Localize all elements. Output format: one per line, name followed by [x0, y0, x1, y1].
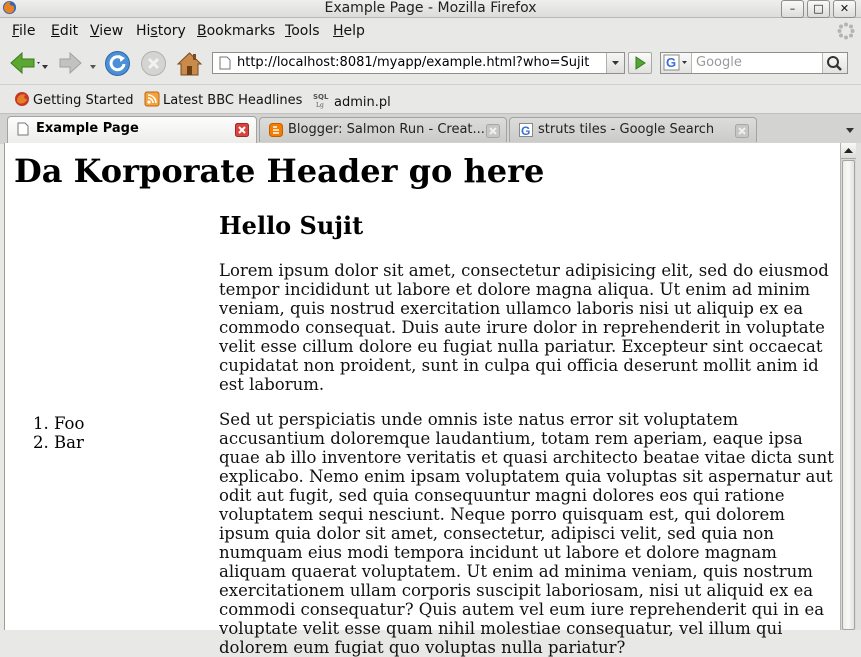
back-button[interactable] — [8, 50, 40, 80]
greeting-heading: Hello Sujit — [219, 211, 364, 240]
tab-struts-tiles-search[interactable] — [509, 117, 757, 142]
search-button[interactable] — [822, 53, 847, 73]
bookmark-admin-pl[interactable]: SQL Lg admin.pl — [313, 93, 391, 110]
search-engine-selector[interactable] — [661, 53, 692, 73]
go-arrow-icon — [629, 53, 651, 73]
bookmark-bbc-headlines[interactable]: Latest BBC Headlines — [144, 91, 302, 108]
bookmark-getting-started[interactable]: Getting Started — [14, 91, 134, 108]
throbber-icon — [837, 22, 855, 44]
close-tab-icon[interactable] — [235, 123, 249, 141]
search-placeholder: Google — [696, 55, 742, 70]
forward-history-dropdown-icon[interactable] — [89, 59, 97, 74]
svg-text:Lg: Lg — [316, 102, 324, 109]
tab-example-page[interactable] — [7, 116, 257, 143]
go-button[interactable] — [628, 52, 652, 74]
reload-icon — [104, 50, 131, 77]
menu-history[interactable]: History — [136, 23, 186, 39]
close-window-button[interactable]: ✕ — [833, 0, 856, 18]
close-tab-icon[interactable] — [486, 124, 500, 142]
close-tab-icon[interactable] — [735, 124, 749, 142]
back-arrow-icon — [8, 50, 40, 76]
forward-arrow-icon — [58, 50, 84, 76]
tab-blogger-salmon-run[interactable] — [259, 117, 507, 142]
tab-label: struts tiles - Google Search — [538, 122, 715, 137]
window-right-edge — [856, 143, 861, 630]
magnifier-icon — [823, 53, 847, 73]
tab-strip — [0, 113, 861, 144]
menu-edit[interactable]: Edit — [51, 23, 79, 39]
rss-feed-icon — [144, 91, 160, 107]
stop-button[interactable] — [140, 50, 167, 81]
svg-text:SQL: SQL — [313, 93, 329, 101]
paragraph-sed-ut: Sed ut perspiciatis unde omnis iste natus error sit voluptatem accusantium doloremque laudantium, totam rem aperiam, eaque ipsa quae ab illo inventore veritatis et quasi architecto beatae vitae dicta sunt explicabo. Nemo enim ipsam voluptatem quia voluptas sit aspernatur aut odit aut fugit, sed quia consequuntur magni dolores eos qui ratione voluptatem sequi nesciunt. Neque porro quisquam est, qui dolorem ipsum quia dolor sit amet, consectetur, adipisci velit, sed quia non numquam eius modi tempora incidunt ut labore et dolore magnam aliquam quaerat voluptatem. Ut enim ad minima veniam, quis nostrum exercitationem ullam corporis suscipit laboriosam, nisi ut aliquid ex ea commodi consequatur? Quis autem vel eum iure reprehenderit qui in ea voluptate velit esse quam nihil molestiae consequatur, vel illum qui dolorem eum fugiat quo voluptas nulla pariatur? — [219, 410, 834, 657]
svg-text:G: G — [521, 124, 531, 138]
scrollbar-thumb[interactable] — [842, 160, 855, 630]
list-item: 1. Foo — [33, 414, 85, 433]
scroll-up-arrow-icon[interactable] — [841, 143, 856, 159]
page-icon — [219, 56, 231, 74]
window-title: Example Page - Mozilla Firefox — [324, 0, 537, 16]
vertical-scrollbar[interactable] — [840, 143, 856, 630]
stop-icon — [140, 50, 167, 77]
svg-text:G: G — [666, 55, 677, 70]
window-titlebar — [0, 0, 861, 18]
menu-bar — [0, 18, 861, 45]
home-button[interactable] — [176, 50, 203, 81]
main-body — [219, 211, 835, 657]
menu-file[interactable]: File — [12, 23, 36, 39]
all-tabs-dropdown-icon[interactable] — [845, 123, 855, 138]
url-history-dropdown-icon[interactable] — [606, 53, 624, 73]
maximize-button[interactable]: □ — [807, 0, 830, 18]
menu-view[interactable]: View — [90, 23, 124, 39]
search-box[interactable] — [660, 52, 848, 74]
bookmarks-toolbar — [0, 84, 861, 114]
menu-bookmarks[interactable]: Bookmarks — [197, 23, 276, 39]
google-icon — [519, 123, 533, 141]
url-text[interactable]: http://localhost:8081/myapp/example.html?who=Sujit — [237, 55, 590, 70]
google-engine-icon — [661, 53, 691, 73]
paragraph-lorem: Lorem ipsum dolor sit amet, consectetur adipisicing elit, sed do eiusmod tempor incididunt ut labore et dolore magna aliqua. Ut enim ad minim veniam, quis nostrud exercitation ullamco laboris nisi ut aliquip ex ea commodo consequat. Duis aute irure dolor in reprehenderit in voluptate velit esse cillum dolore eu fugiat nulla pariatur. Excepteur sint occaecat cupidatat non proident, sunt in culpa qui officia deserunt mollit anim id est laborum. — [219, 261, 829, 394]
minimize-button[interactable]: – — [781, 0, 804, 18]
menu-tools[interactable]: Tools — [285, 23, 320, 39]
side-nav-list — [33, 414, 84, 452]
menu-help[interactable]: Help — [333, 23, 365, 39]
corporate-header: Da Korporate Header go here — [14, 152, 545, 190]
back-history-dropdown-icon[interactable] — [41, 59, 49, 74]
page-content — [4, 143, 840, 657]
reload-button[interactable] — [104, 50, 131, 81]
list-item: 2. Bar — [33, 433, 84, 452]
firefox-bookmark-icon — [14, 91, 30, 107]
forward-button[interactable] — [58, 50, 84, 80]
home-icon — [176, 50, 203, 77]
tab-label: Blogger: Salmon Run - Creat... — [288, 122, 485, 137]
tab-label: Example Page — [36, 121, 139, 136]
url-bar[interactable] — [212, 52, 625, 74]
page-icon — [17, 122, 29, 140]
navigation-toolbar — [0, 45, 861, 83]
blogger-icon — [269, 123, 283, 141]
sql-bookmark-icon — [313, 91, 331, 109]
